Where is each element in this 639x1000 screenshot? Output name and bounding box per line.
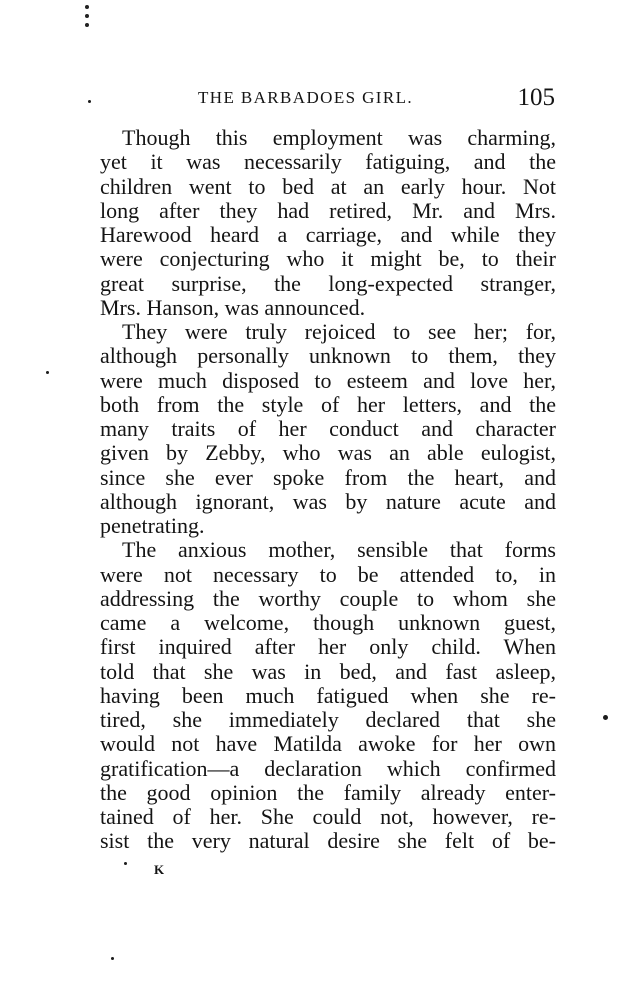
- text-line: having been much fatigued when she re-: [100, 682, 556, 708]
- text-line: many traits of her conduct and character: [100, 416, 556, 441]
- text-line: great surprise, the long-expected stranger,: [100, 270, 556, 296]
- ink-speck-mark: [85, 5, 90, 27]
- running-title: THE BARBADOES GIRL.: [198, 88, 414, 107]
- text-line: Though this employment was charming,: [122, 125, 556, 150]
- text-line: came a welcome, though unknown guest,: [100, 610, 556, 635]
- text-line: although personally unknown to them, they: [100, 343, 556, 369]
- signature-mark: K: [154, 862, 165, 877]
- text-line: gratification—a declaration which confirmed: [100, 755, 556, 781]
- text-line: They were truly rejoiced to see her; for,: [122, 319, 556, 344]
- text-line: yet it was necessarily fatiguing, and the: [100, 149, 556, 175]
- paragraph: [100, 126, 556, 320]
- ink-speck: [88, 100, 91, 103]
- text-line: both from the style of her letters, and the: [100, 391, 556, 417]
- text-line: addressing the worthy couple to whom she: [100, 585, 556, 611]
- text-line: would not have Matilda awoke for her own: [100, 731, 556, 757]
- text-line: penetrating.: [100, 513, 205, 538]
- ink-speck: [124, 862, 127, 865]
- paragraph: [100, 320, 556, 538]
- text-line: sist the very natural desire she felt of be-: [100, 828, 556, 854]
- text-line: although ignorant, was by nature acute and: [100, 488, 556, 514]
- body-text: [100, 126, 556, 854]
- text-line: The anxious mother, sensible that forms: [122, 537, 556, 563]
- text-line: were much disposed to esteem and love her,: [100, 367, 556, 393]
- text-line: tired, she immediately declared that she: [100, 707, 556, 732]
- ink-speck: [603, 715, 608, 720]
- text-line: long after they had retired, Mr. and Mrs.: [100, 197, 556, 223]
- text-line: first inquired after her only child. When: [100, 634, 556, 660]
- ink-speck: [111, 957, 114, 960]
- text-line: told that she was in bed, and fast asleep,: [100, 658, 556, 684]
- page-number: 105: [517, 84, 555, 111]
- text-line: given by Zebby, who was an able eulogist,: [100, 440, 556, 466]
- text-line: tained of her. She could not, however, re-: [100, 804, 556, 829]
- text-line: Harewood heard a carriage, and while they: [100, 222, 556, 247]
- text-line: were conjecturing who it might be, to their: [100, 246, 556, 272]
- ink-speck: [46, 371, 49, 374]
- text-line: were not necessary to be attended to, in: [100, 561, 556, 587]
- text-line: since she ever spoke from the heart, and: [100, 464, 556, 490]
- text-line: the good opinion the family already enter-: [100, 779, 556, 805]
- running-head: [198, 84, 555, 116]
- text-line: children went to bed at an early hour. Not: [100, 173, 556, 199]
- text-line: Mrs. Hanson, was announced.: [100, 294, 366, 320]
- paragraph: [100, 538, 556, 853]
